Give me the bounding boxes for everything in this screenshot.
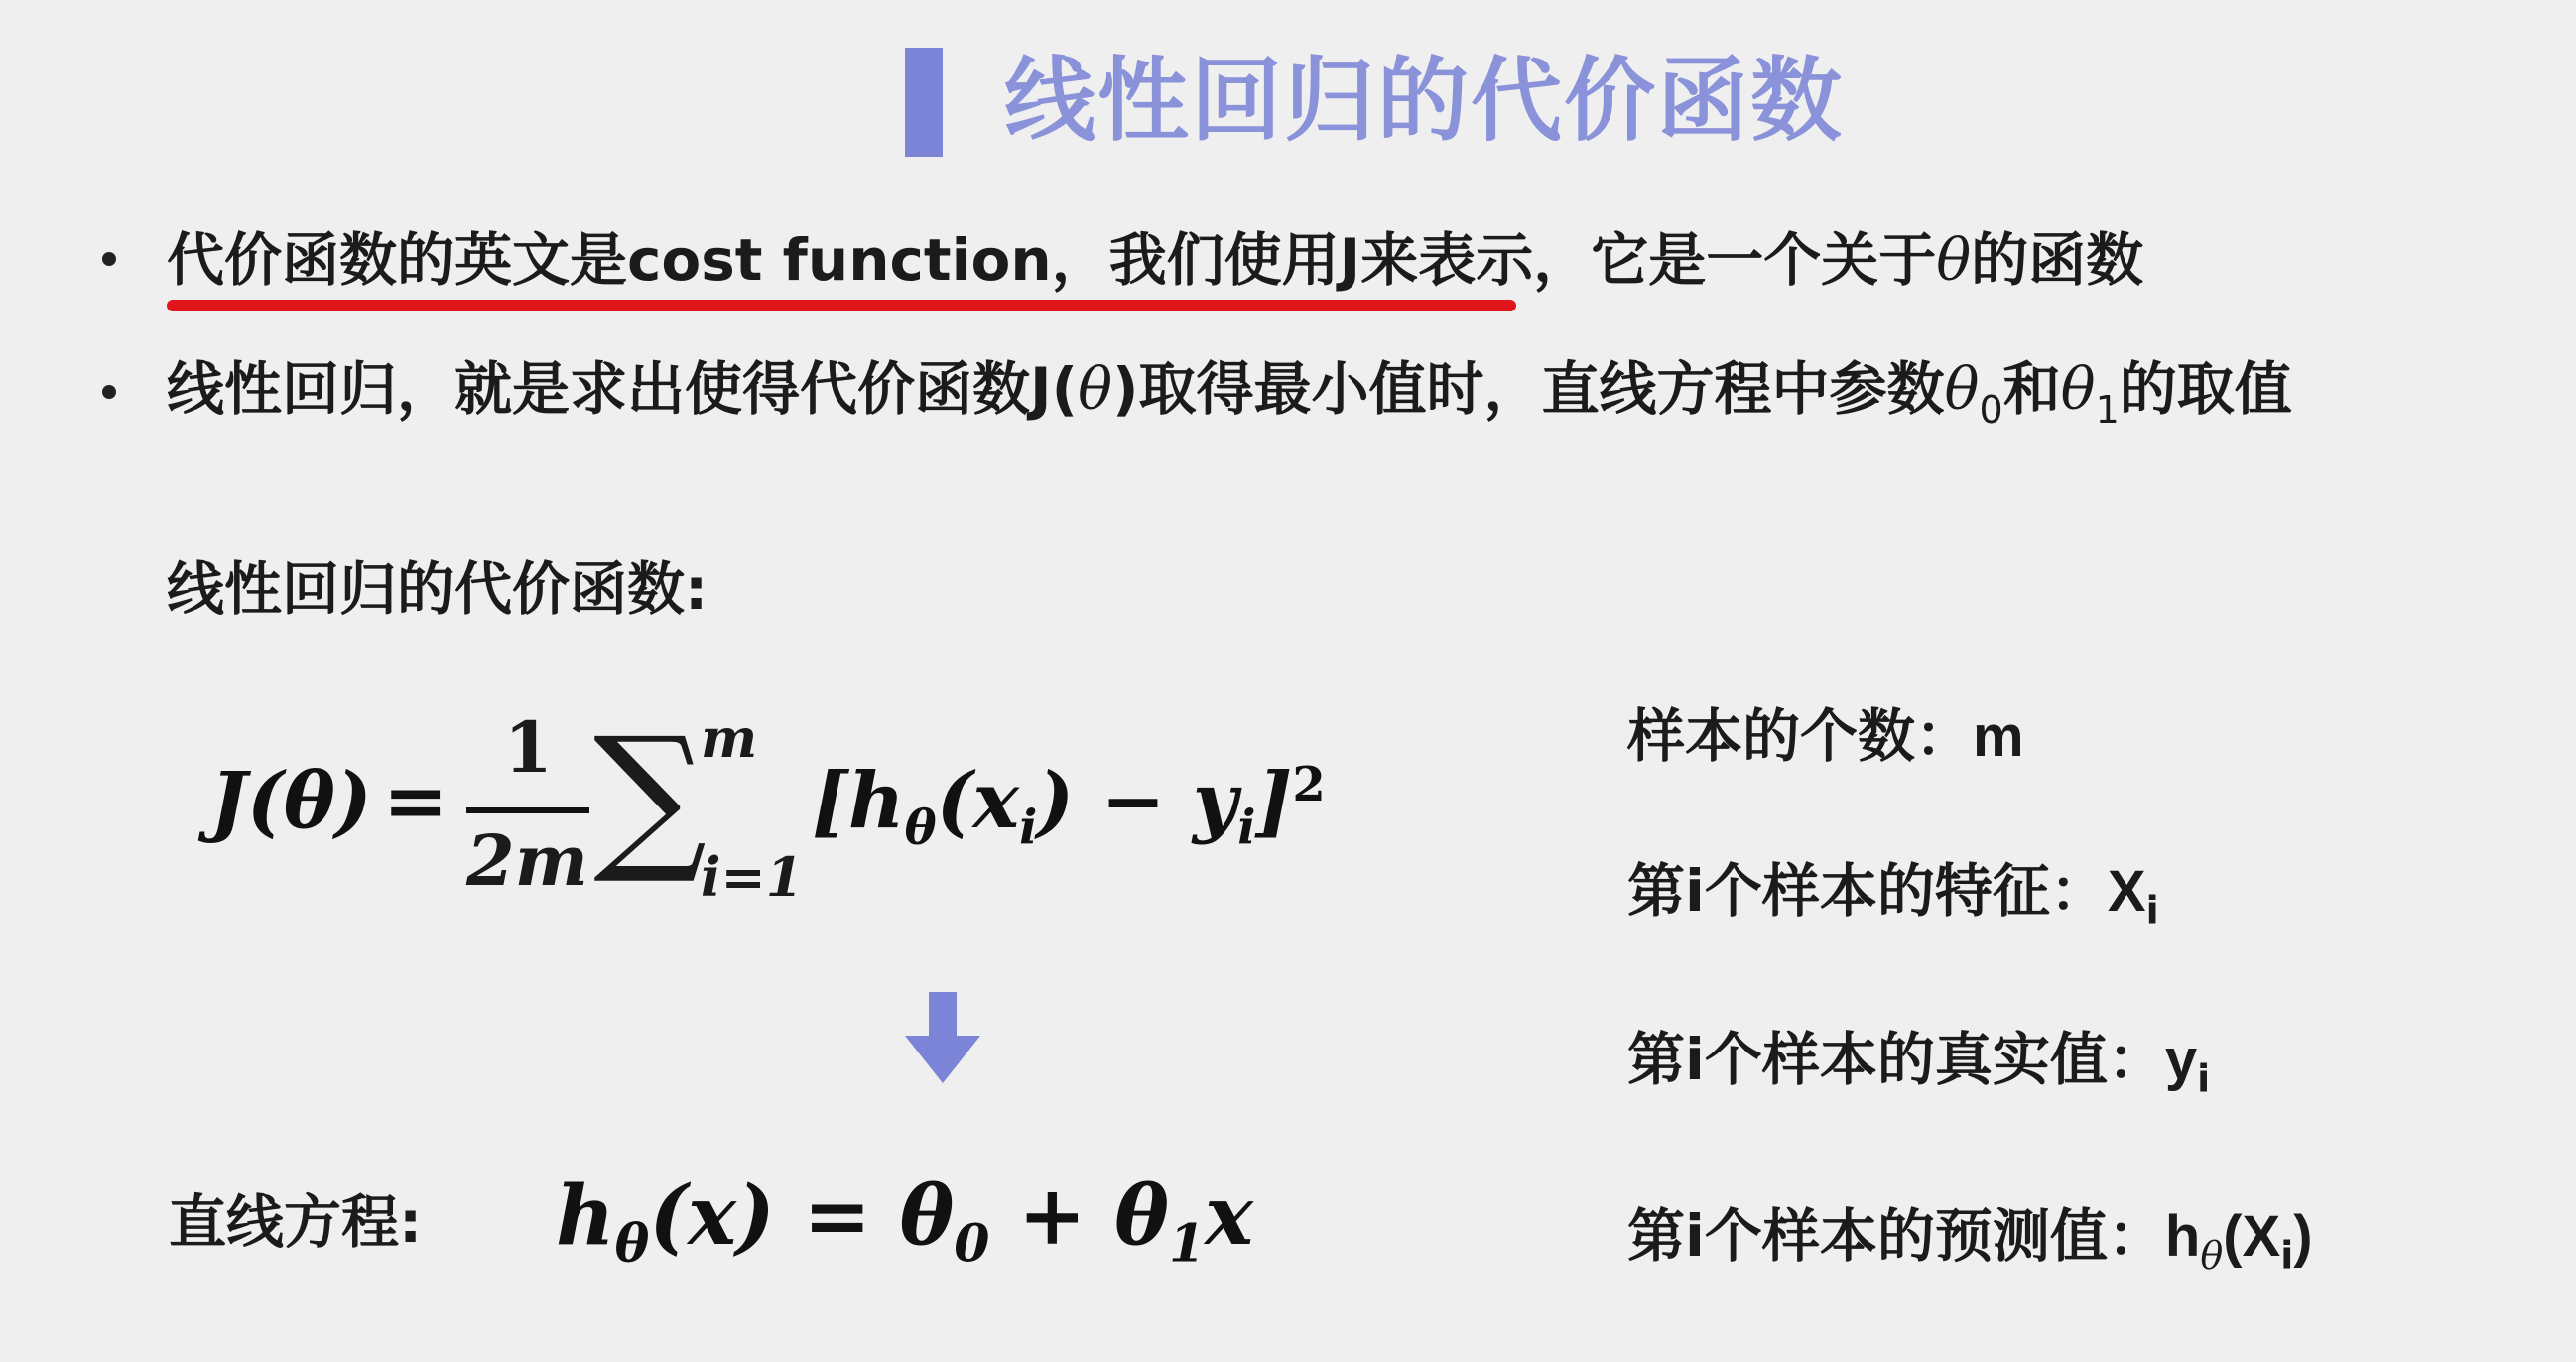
title-accent-bar — [905, 48, 943, 157]
line-equation-label: 直线方程: — [169, 1188, 423, 1256]
definition-feature: 第i个样本的特征：$X_i$ — [1627, 857, 2159, 932]
bullet-2: 线性回归，就是求出使得代价函数J(θ)取得最小值时，直线方程中参数$\theta_0$和$\theta_1$的取值 — [167, 355, 2292, 432]
formula-lhs: J(θ) — [210, 756, 372, 846]
sum-lower-limit: i=1 — [701, 845, 804, 909]
cost-function-label: 线性回归的代价函数: — [167, 556, 708, 623]
sum-upper-limit: m — [701, 706, 758, 770]
bullet-1: 代价函数的英文是cost function，我们使用J来表示，它是一个关于θ的函数 — [167, 226, 2144, 294]
definition-sample-count: 样本的个数：m — [1627, 702, 2024, 770]
down-arrow-icon — [905, 992, 980, 1083]
fraction-numerator: 1 — [504, 706, 553, 789]
fraction-line — [466, 807, 589, 813]
formula-body: $[h_\theta(x_i) - y_i]^2$ — [812, 756, 1326, 856]
definition-predicted-value: 第i个样本的预测值：$h_\theta(X_i)$ — [1627, 1202, 2313, 1278]
fraction-denominator: 2m — [466, 819, 588, 902]
line-equation: $h_\theta(x) = \theta_0 + \theta_1x$ — [556, 1169, 1254, 1275]
formula-equals: = — [383, 756, 449, 846]
bullet-dot-2 — [102, 385, 116, 399]
sigma-icon: ∑ — [593, 702, 708, 888]
definition-true-value: 第i个样本的真实值：$y_i$ — [1627, 1026, 2211, 1101]
bullet-dot-1 — [102, 252, 116, 266]
page-title: 线性回归的代价函数 — [1004, 48, 1845, 154]
red-underline — [167, 300, 1516, 311]
